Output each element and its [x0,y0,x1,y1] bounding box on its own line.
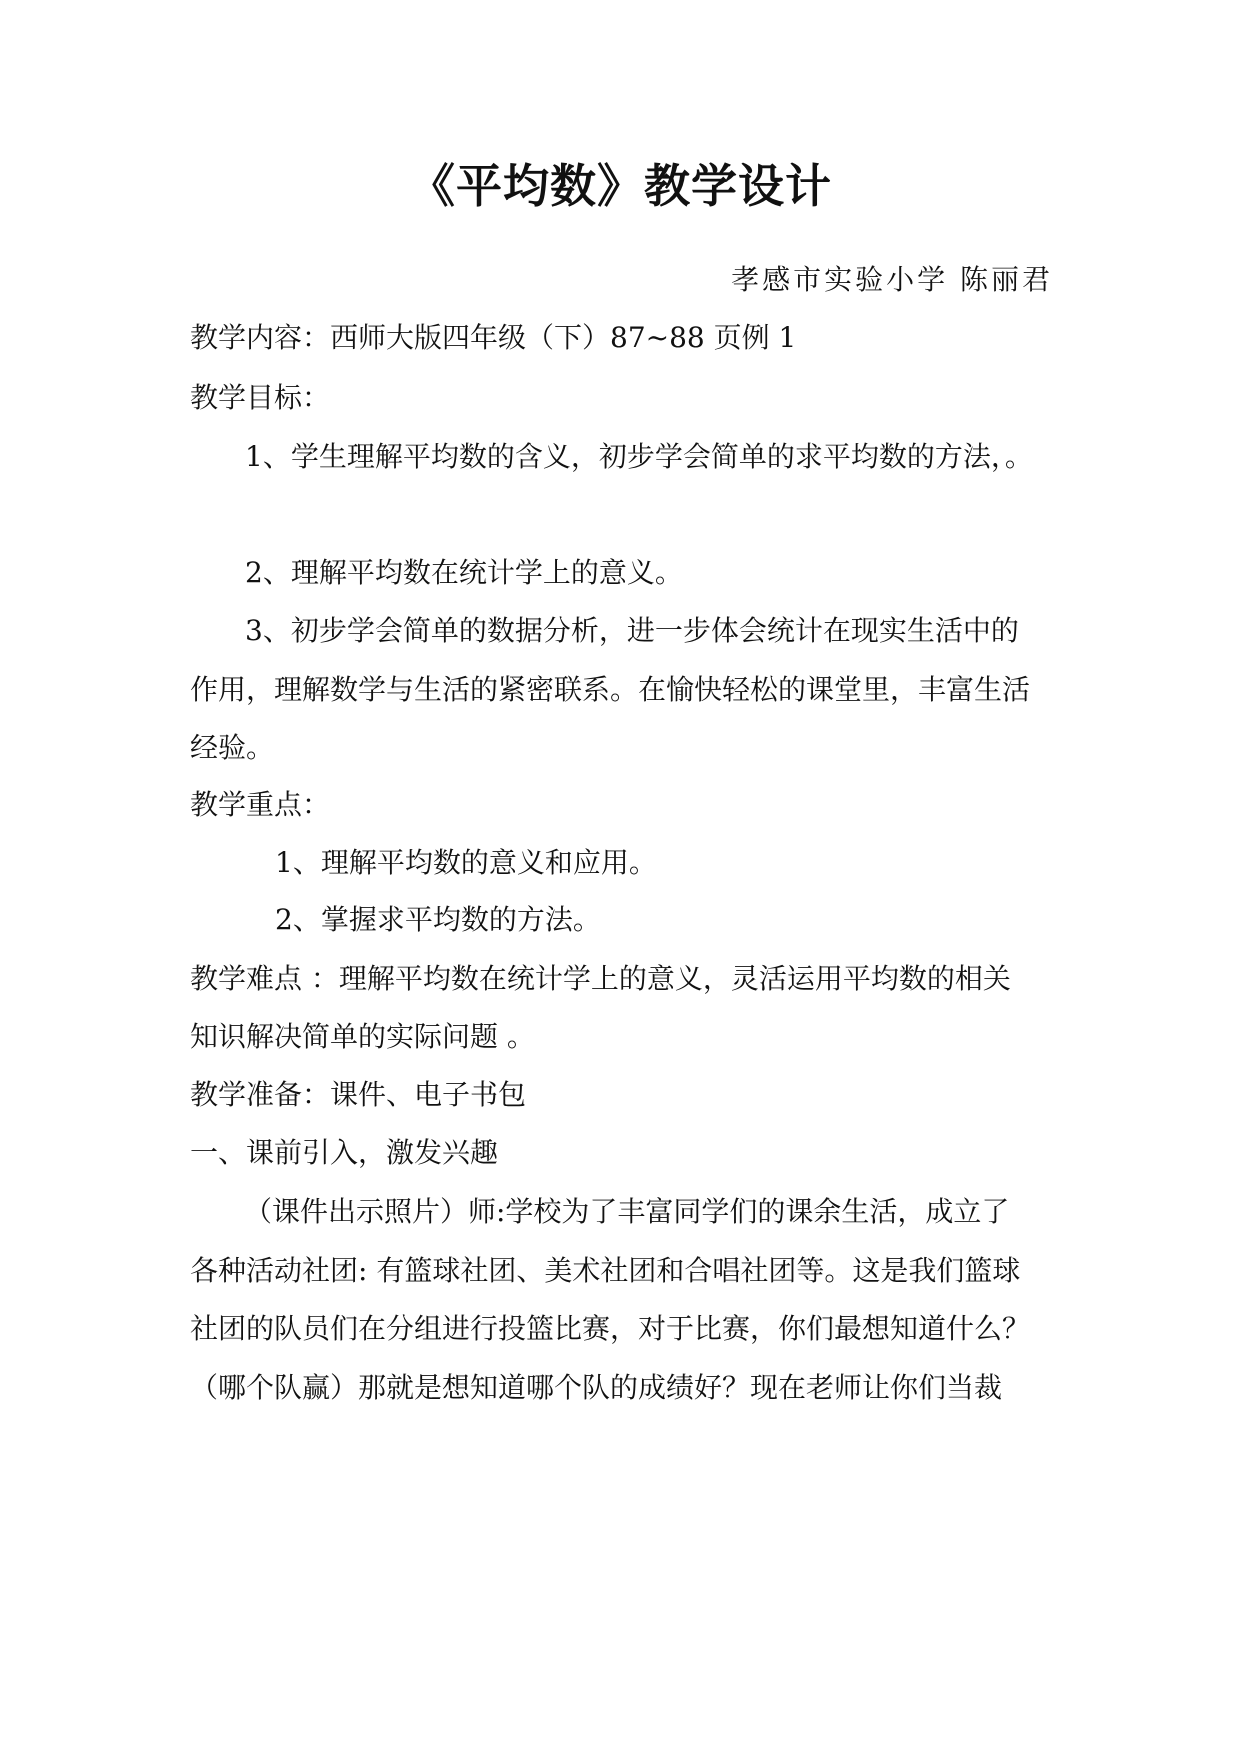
paragraph-line: 作用，理解数学与生活的紧密联系。在愉快轻松的课堂里，丰富生活 [190,673,1031,706]
key-point-item-1: 1、理解平均数的意义和应用。 [275,846,657,879]
preparation-line: 教学准备：课件、电子书包 [190,1078,527,1111]
paragraph-line: （哪个队赢）那就是想知道哪个队的成绩好？现在老师让你们当裁 [190,1371,1003,1404]
paragraph-line: 社团的队员们在分组进行投篮比赛，对于比赛，你们最想知道什么？ [190,1312,1031,1345]
paragraph-line: （课件出示照片）师:学校为了丰富同学们的课余生活，成立了 [244,1195,1010,1228]
key-point-item-2: 2、掌握求平均数的方法。 [275,903,601,936]
author-line: 孝感市实验小学 陈丽君 [731,263,1053,296]
goal-item-3: 3、初步学会简单的数据分析，进一步体会统计在现实生活中的 [245,614,1019,647]
goal-item-1: 1、学生理解平均数的含义，初步学会简单的求平均数的方法，。 [245,440,1033,473]
paragraph-line: 各种活动社团: 有篮球社团、美术社团和合唱社团等。这是我们篮球 [190,1254,1021,1287]
document-title: 《平均数》教学设计 [409,159,832,213]
difficulty-line: 教学难点 ：理解平均数在统计学上的意义，灵活运用平均数的相关 [190,962,1011,995]
section-heading: 一、课前引入，激发兴趣 [190,1136,499,1169]
goal-item-2: 2、理解平均数在统计学上的意义。 [245,556,683,589]
key-points-heading: 教学重点： [190,788,331,821]
teaching-goals-heading: 教学目标： [190,381,331,414]
teaching-content-line: 教学内容：西师大版四年级（下）87~88 页例 1 [190,321,797,354]
paragraph-line: 知识解决简单的实际问题 。 [190,1020,535,1053]
paragraph-line: 经验。 [190,731,275,764]
